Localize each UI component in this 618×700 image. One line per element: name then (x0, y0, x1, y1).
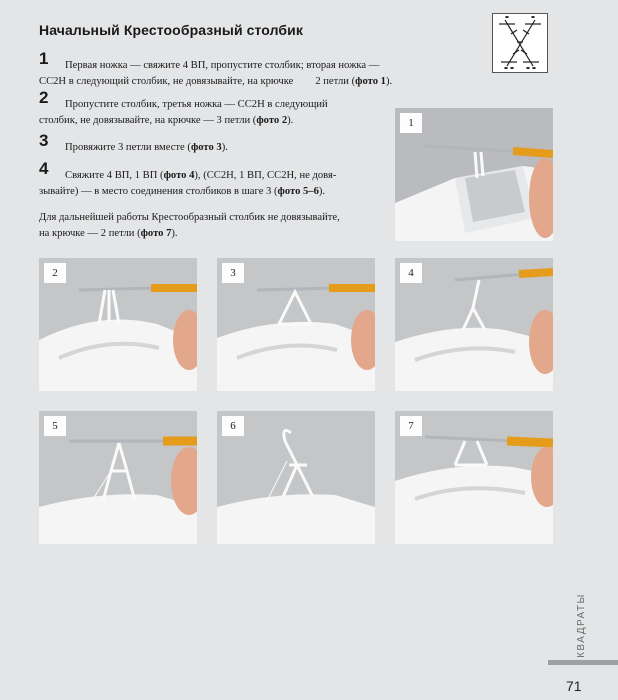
section-tab (571, 590, 591, 660)
photo-reference: фото 5–6 (277, 186, 319, 197)
step-text: 2 петли ( (315, 76, 356, 87)
step-text: ), (СС2Н, 1 ВП, СС2Н, не довя- (194, 170, 337, 181)
photo-reference: фото 3 (190, 142, 222, 153)
step-text: ). (221, 142, 228, 153)
photo-number: 5 (44, 416, 66, 436)
photo-number: 2 (44, 263, 66, 283)
photo-3 (217, 258, 375, 391)
photo-2 (39, 258, 197, 391)
step-text: ). (287, 115, 294, 126)
step-text: Пропустите столбик, третья ножка — СС2Н в следующий (65, 99, 328, 110)
step-text: Провяжите 3 петли вместе ( (65, 142, 191, 153)
photo-number: 7 (400, 416, 422, 436)
photo-reference: фото 2 (256, 115, 288, 126)
footer-bar (548, 660, 618, 665)
note-text: на крючке — 2 петли ( (39, 228, 141, 239)
step-4 (39, 159, 419, 200)
photo-reference: фото 1 (355, 76, 386, 87)
photo-5 (39, 411, 197, 544)
step-text: Свяжите 4 ВП, 1 ВП ( (65, 170, 164, 181)
photo-number: 6 (222, 416, 244, 436)
photo-reference: фото 7 (140, 228, 172, 239)
crossed-stitch-symbol-icon (492, 13, 548, 73)
photo-6 (217, 411, 375, 544)
section-tab-label: КВАДРАТЫ (575, 592, 587, 658)
note-text: ). (171, 228, 178, 239)
page-title: Начальный Крестообразный столбик (39, 22, 303, 38)
step-number: 1 (39, 49, 49, 68)
step-number: 4 (39, 159, 49, 178)
photo-number: 1 (400, 113, 422, 133)
step-text: СС2Н в следующий столбик, не довязывайте, на крючке (39, 76, 294, 87)
photo-number: 4 (400, 263, 422, 283)
photo-7 (395, 411, 553, 544)
step-number: 2 (39, 88, 49, 107)
photo-1 (395, 108, 553, 241)
photo-4 (395, 258, 553, 391)
step-2 (39, 88, 419, 129)
photo-reference: фото 4 (163, 170, 195, 181)
step-text: зывайте) — в место соединения столбиков в шаге 3 ( (39, 186, 278, 197)
note-text: Для дальнейшей работы Крестообразный столбик не довязывайте, (39, 212, 340, 223)
step-text: ). (385, 76, 393, 87)
step-text: Первая ножка — свяжите 4 ВП, пропустите столбик; вторая ножка — (65, 60, 380, 71)
page-number: 71 (566, 678, 582, 694)
photo-number: 3 (222, 263, 244, 283)
step-text: столбик, не довязывайте, на крючке — 3 петли ( (39, 115, 257, 126)
step-text: ). (318, 186, 326, 197)
step-1 (39, 49, 439, 90)
step-number: 3 (39, 131, 49, 150)
step-3 (39, 131, 379, 156)
note (39, 210, 419, 242)
